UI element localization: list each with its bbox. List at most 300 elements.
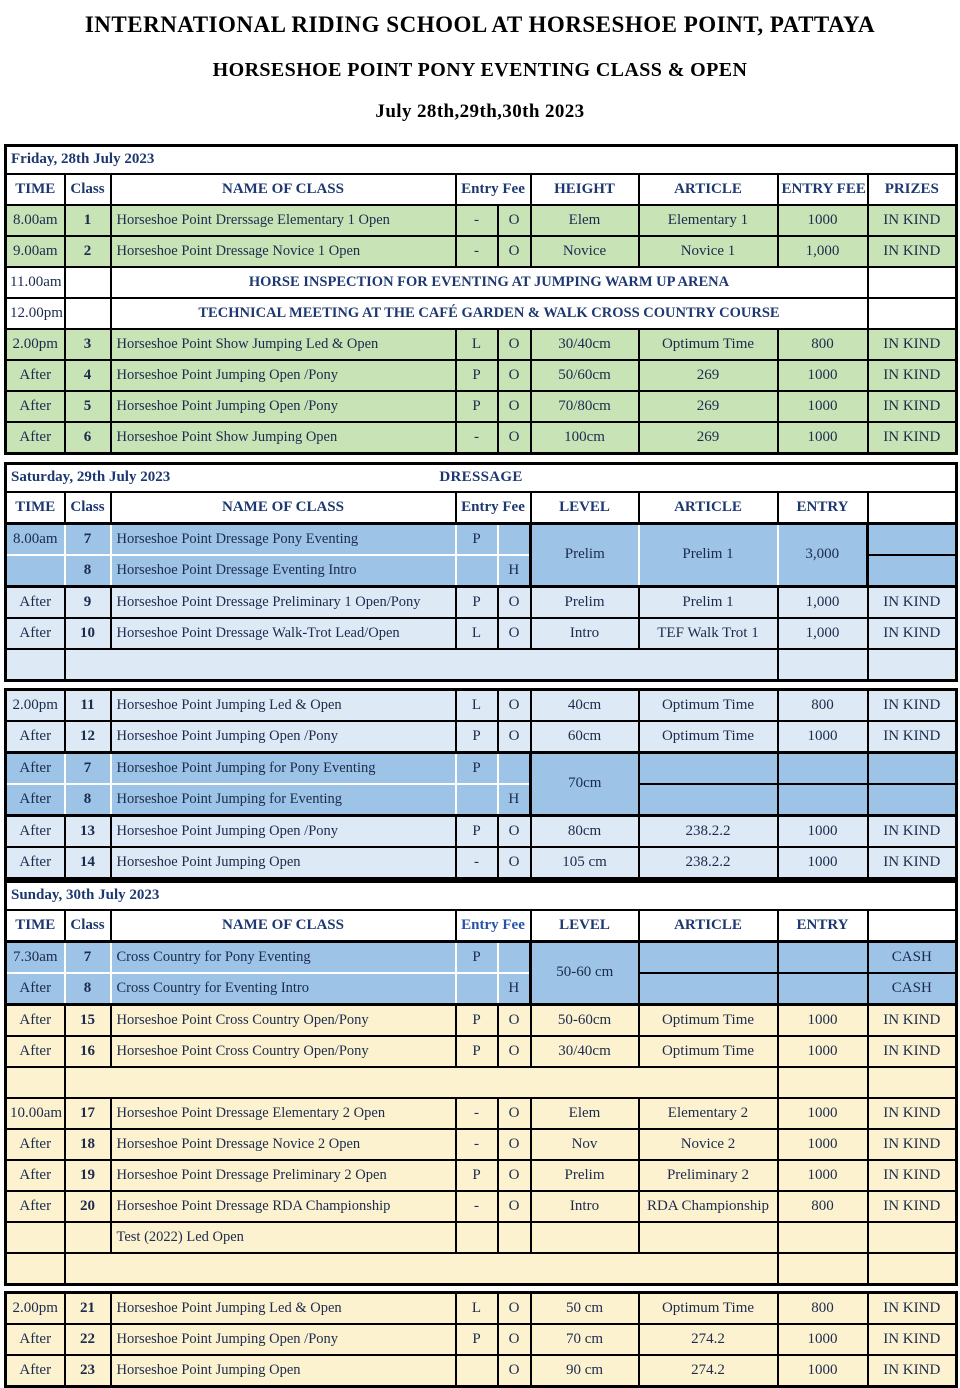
- entry-fee-cell: [778, 1222, 868, 1253]
- entry-fee-letter-cell: [456, 555, 498, 587]
- prizes-cell: [868, 524, 957, 556]
- prizes-cell: IN KIND: [868, 1293, 957, 1325]
- document-header: [0, 0, 960, 123]
- height-level-cell: Prelim: [531, 587, 639, 619]
- entry-fee-cell: 1000: [778, 205, 868, 236]
- name-of-class-cell: Horseshoe Point Dressage Novice 1 Open: [111, 236, 456, 267]
- entry-fee-open-cell: O: [498, 1324, 531, 1355]
- entry-fee-letter-cell: -: [456, 422, 498, 454]
- time-cell: After: [6, 618, 65, 649]
- article-cell: RDA Championship: [639, 1191, 778, 1222]
- prizes-cell: IN KIND: [868, 422, 957, 454]
- column-header-class: Class: [65, 910, 111, 942]
- name-of-class-cell: Horseshoe Point Drerssage Elementary 1 Open: [111, 205, 456, 236]
- name-of-class-cell: Horseshoe Point Jumping Open /Pony: [111, 816, 456, 848]
- class-cell: 3: [65, 329, 111, 360]
- class-cell: 23: [65, 1355, 111, 1387]
- entry-fee-cell: 1000: [778, 847, 868, 879]
- article-cell: Optimum Time: [639, 721, 778, 753]
- entry-fee-cell: [778, 753, 868, 785]
- column-header-article: ARTICLE: [639, 174, 778, 205]
- entry-fee-letter-cell: L: [456, 329, 498, 360]
- name-of-class-cell: Horseshoe Point Cross Country Open/Pony: [111, 1005, 456, 1037]
- time-cell: After: [6, 1324, 65, 1355]
- height-level-cell: 70/80cm: [531, 391, 639, 422]
- class-cell: [65, 1067, 778, 1098]
- class-cell: 4: [65, 360, 111, 391]
- time-cell: After: [6, 753, 65, 785]
- entry-fee-letter-cell: P: [456, 816, 498, 848]
- entry-fee-open-cell: O: [498, 1098, 531, 1129]
- time-cell: After: [6, 847, 65, 879]
- column-header-time: TIME: [6, 174, 65, 205]
- prizes-cell: [868, 784, 957, 816]
- name-of-class-cell: Horseshoe Point Dressage Elementary 2 Open: [111, 1098, 456, 1129]
- height-level-cell: 40cm: [531, 690, 639, 722]
- time-cell: After: [6, 816, 65, 848]
- article-cell: Prelim 1: [639, 524, 778, 587]
- prizes-cell: IN KIND: [868, 1129, 957, 1160]
- column-header-name-of-class: NAME OF CLASS: [111, 492, 456, 524]
- column-header-entry-fee-letter: Entry Fee: [456, 174, 531, 205]
- column-header-entry-fee: ENTRY FEE: [778, 174, 868, 205]
- entry-fee-letter-cell: P: [456, 721, 498, 753]
- name-of-class-cell: Horseshoe Point Dressage Preliminary 2 Open: [111, 1160, 456, 1191]
- time-cell: After: [6, 721, 65, 753]
- entry-fee-cell: 1000: [778, 1005, 868, 1037]
- entry-fee-cell: 1000: [778, 422, 868, 454]
- entry-fee-open-cell: O: [498, 816, 531, 848]
- column-header-height-level: LEVEL: [531, 492, 639, 524]
- height-level-cell: 50-60 cm: [531, 942, 639, 1005]
- table-friday: [4, 144, 958, 455]
- class-cell: 1: [65, 205, 111, 236]
- entry-fee-open-cell: O: [498, 1160, 531, 1191]
- entry-fee-letter-cell: P: [456, 753, 498, 785]
- prizes-cell: [868, 1222, 957, 1253]
- entry-fee-open-cell: O: [498, 205, 531, 236]
- column-header-name-of-class: NAME OF CLASS: [111, 910, 456, 942]
- article-cell: 269: [639, 391, 778, 422]
- column-header-article: ARTICLE: [639, 910, 778, 942]
- name-of-class-cell: Horseshoe Point Jumping Led & Open: [111, 690, 456, 722]
- section-header: [6, 464, 957, 493]
- class-cell: 7: [65, 942, 111, 974]
- entry-fee-cell: 3,000: [778, 524, 868, 587]
- entry-fee-cell: 1,000: [778, 618, 868, 649]
- entry-fee-open-cell: [498, 524, 531, 556]
- name-of-class-cell: Horseshoe Point Dressage Pony Eventing: [111, 524, 456, 556]
- entry-fee-letter-cell: L: [456, 618, 498, 649]
- name-of-class-cell: Horseshoe Point Jumping Open: [111, 847, 456, 879]
- time-cell: [6, 1222, 65, 1253]
- time-cell: 9.00am: [6, 236, 65, 267]
- name-of-class-cell: Horseshoe Point Cross Country Open/Pony: [111, 1036, 456, 1067]
- time-cell: After: [6, 422, 65, 454]
- class-cell: 13: [65, 816, 111, 848]
- height-level-cell: [531, 1222, 639, 1253]
- height-level-cell: Nov: [531, 1129, 639, 1160]
- main-title: INTERNATIONAL RIDING SCHOOL AT HORSESHOE POINT, PATTAYA: [84, 12, 876, 37]
- entry-fee-cell: 1000: [778, 1036, 868, 1067]
- entry-fee-letter-cell: -: [456, 1129, 498, 1160]
- class-cell: 7: [65, 753, 111, 785]
- entry-fee-cell: 1000: [778, 360, 868, 391]
- entry-fee-cell: [778, 784, 868, 816]
- height-level-cell: 50/60cm: [531, 360, 639, 391]
- prizes-cell: IN KIND: [868, 205, 957, 236]
- entry-fee-letter-cell: [456, 1355, 498, 1387]
- article-cell: [639, 753, 778, 785]
- article-cell: 274.2: [639, 1324, 778, 1355]
- entry-fee-letter-cell: P: [456, 1160, 498, 1191]
- entry-fee-letter-cell: P: [456, 942, 498, 974]
- name-of-class-cell: Horseshoe Point Jumping Open /Pony: [111, 721, 456, 753]
- time-cell: After: [6, 1160, 65, 1191]
- time-cell: [6, 555, 65, 587]
- class-cell: 8: [65, 973, 111, 1005]
- entry-fee-open-cell: O: [498, 391, 531, 422]
- article-cell: Optimum Time: [639, 329, 778, 360]
- entry-fee-cell: 800: [778, 329, 868, 360]
- height-level-cell: 30/40cm: [531, 1036, 639, 1067]
- name-of-class-cell: Cross Country for Pony Eventing: [111, 942, 456, 974]
- entry-fee-cell: 1000: [778, 816, 868, 848]
- name-of-class-cell: Horseshoe Point Dressage RDA Championship: [111, 1191, 456, 1222]
- article-cell: Elementary 2: [639, 1098, 778, 1129]
- article-cell: [639, 942, 778, 974]
- entry-fee-cell: 1000: [778, 1098, 868, 1129]
- article-cell: 269: [639, 360, 778, 391]
- name-of-class-cell: Test (2022) Led Open: [111, 1222, 456, 1253]
- entry-fee-open-cell: O: [498, 1191, 531, 1222]
- prizes-cell: IN KIND: [868, 1160, 957, 1191]
- name-of-class-cell: Horseshoe Point Dressage Preliminary 1 Open/Pony: [111, 587, 456, 619]
- prizes-cell: IN KIND: [868, 236, 957, 267]
- height-level-cell: 50 cm: [531, 1293, 639, 1325]
- height-level-cell: 70 cm: [531, 1324, 639, 1355]
- time-cell: 11.00am: [6, 267, 65, 298]
- article-cell: [639, 973, 778, 1005]
- column-header-entry-fee: ENTRY: [778, 910, 868, 942]
- entry-fee-open-cell: O: [498, 690, 531, 722]
- time-cell: After: [6, 973, 65, 1005]
- class-cell: [65, 267, 111, 298]
- height-level-cell: Intro: [531, 618, 639, 649]
- article-cell: Prelim 1: [639, 587, 778, 619]
- name-of-class-cell: TECHNICAL MEETING AT THE CAFÉ GARDEN & WALK CROSS COUNTRY COURSE: [111, 298, 868, 329]
- entry-fee-open-cell: H: [498, 555, 531, 587]
- prizes-cell: IN KIND: [868, 360, 957, 391]
- time-cell: After: [6, 1036, 65, 1067]
- column-header-article: ARTICLE: [639, 492, 778, 524]
- entry-fee-open-cell: H: [498, 973, 531, 1005]
- article-cell: Optimum Time: [639, 1005, 778, 1037]
- time-cell: 8.00am: [6, 524, 65, 556]
- class-cell: 11: [65, 690, 111, 722]
- prizes-cell: IN KIND: [868, 1355, 957, 1387]
- section-date-label: Sunday, 30th July 2023: [11, 887, 160, 904]
- article-cell: Optimum Time: [639, 1293, 778, 1325]
- time-cell: After: [6, 1355, 65, 1387]
- entry-fee-open-cell: [498, 942, 531, 974]
- height-level-cell: Intro: [531, 1191, 639, 1222]
- name-of-class-cell: Horseshoe Point Jumping Open: [111, 1355, 456, 1387]
- entry-fee-open-cell: O: [498, 1293, 531, 1325]
- article-cell: Preliminary 2: [639, 1160, 778, 1191]
- name-of-class-cell: Horseshoe Point Dressage Eventing Intro: [111, 555, 456, 587]
- article-cell: Optimum Time: [639, 690, 778, 722]
- article-cell: [639, 784, 778, 816]
- column-header-prizes: [868, 910, 957, 942]
- column-header-prizes: PRIZES: [868, 174, 957, 205]
- entry-fee-cell: 1,000: [778, 587, 868, 619]
- column-header-entry-fee-letter: Entry Fee: [456, 910, 531, 942]
- entry-fee-letter-cell: -: [456, 1191, 498, 1222]
- entry-fee-letter-cell: -: [456, 236, 498, 267]
- entry-fee-cell: [778, 1253, 868, 1285]
- prizes-cell: [868, 1067, 957, 1098]
- class-cell: 22: [65, 1324, 111, 1355]
- table-sunday-afternoon: [4, 1291, 958, 1388]
- entry-fee-cell: 1000: [778, 721, 868, 753]
- class-cell: 16: [65, 1036, 111, 1067]
- entry-fee-open-cell: O: [498, 1129, 531, 1160]
- entry-fee-cell: 800: [778, 690, 868, 722]
- class-cell: [65, 649, 778, 681]
- entry-fee-cell: 1,000: [778, 236, 868, 267]
- time-cell: 2.00pm: [6, 329, 65, 360]
- prizes-cell: IN KIND: [868, 1098, 957, 1129]
- name-of-class-cell: Horseshoe Point Show Jumping Open: [111, 422, 456, 454]
- time-cell: [6, 649, 65, 681]
- article-cell: [639, 1222, 778, 1253]
- article-cell: Optimum Time: [639, 1036, 778, 1067]
- article-cell: Elementary 1: [639, 205, 778, 236]
- column-header-entry-fee-letter: Entry Fee: [456, 492, 531, 524]
- height-level-cell: 80cm: [531, 816, 639, 848]
- article-cell: Novice 2: [639, 1129, 778, 1160]
- name-of-class-cell: Horseshoe Point Jumping for Eventing: [111, 784, 456, 816]
- time-cell: [6, 1067, 65, 1098]
- entry-fee-open-cell: O: [498, 1355, 531, 1387]
- time-cell: 10.00am: [6, 1098, 65, 1129]
- column-header-height-level: LEVEL: [531, 910, 639, 942]
- article-cell: 238.2.2: [639, 816, 778, 848]
- class-cell: 5: [65, 391, 111, 422]
- name-of-class-cell: Horseshoe Point Dressage Walk-Trot Lead/Open: [111, 618, 456, 649]
- class-cell: 20: [65, 1191, 111, 1222]
- entry-fee-cell: 800: [778, 1191, 868, 1222]
- prizes-cell: [868, 298, 957, 329]
- prizes-cell: IN KIND: [868, 329, 957, 360]
- entry-fee-cell: 800: [778, 1293, 868, 1325]
- prizes-cell: IN KIND: [868, 618, 957, 649]
- entry-fee-letter-cell: P: [456, 391, 498, 422]
- prizes-cell: IN KIND: [868, 847, 957, 879]
- height-level-cell: 105 cm: [531, 847, 639, 879]
- height-level-cell: 30/40cm: [531, 329, 639, 360]
- entry-fee-open-cell: O: [498, 1036, 531, 1067]
- name-of-class-cell: Horseshoe Point Jumping Open /Pony: [111, 360, 456, 391]
- class-cell: 15: [65, 1005, 111, 1037]
- column-header-name-of-class: NAME OF CLASS: [111, 174, 456, 205]
- class-cell: 12: [65, 721, 111, 753]
- class-cell: [65, 298, 111, 329]
- entry-fee-open-cell: O: [498, 847, 531, 879]
- name-of-class-cell: Horseshoe Point Jumping Open /Pony: [111, 391, 456, 422]
- entry-fee-cell: 1000: [778, 1160, 868, 1191]
- entry-fee-open-cell: O: [498, 618, 531, 649]
- section-subtitle: DRESSAGE: [439, 469, 523, 486]
- name-of-class-cell: Horseshoe Point Show Jumping Led & Open: [111, 329, 456, 360]
- entry-fee-letter-cell: -: [456, 1098, 498, 1129]
- prizes-cell: [868, 555, 957, 587]
- prizes-cell: IN KIND: [868, 721, 957, 753]
- entry-fee-letter-cell: P: [456, 1324, 498, 1355]
- prizes-cell: IN KIND: [868, 587, 957, 619]
- name-of-class-cell: Horseshoe Point Jumping for Pony Eventing: [111, 753, 456, 785]
- time-cell: 2.00pm: [6, 1293, 65, 1325]
- class-cell: 18: [65, 1129, 111, 1160]
- column-header-class: Class: [65, 174, 111, 205]
- entry-fee-open-cell: O: [498, 1005, 531, 1037]
- entry-fee-letter-cell: -: [456, 205, 498, 236]
- prizes-cell: IN KIND: [868, 1191, 957, 1222]
- entry-fee-open-cell: O: [498, 422, 531, 454]
- article-cell: 274.2: [639, 1355, 778, 1387]
- entry-fee-letter-cell: P: [456, 524, 498, 556]
- column-header-time: TIME: [6, 910, 65, 942]
- prizes-cell: IN KIND: [868, 1036, 957, 1067]
- entry-fee-letter-cell: L: [456, 1293, 498, 1325]
- prizes-cell: CASH: [868, 942, 957, 974]
- name-of-class-cell: Horseshoe Point Jumping Led & Open: [111, 1293, 456, 1325]
- entry-fee-cell: [778, 649, 868, 681]
- prizes-cell: IN KIND: [868, 1324, 957, 1355]
- prizes-cell: IN KIND: [868, 1005, 957, 1037]
- height-level-cell: Prelim: [531, 524, 639, 587]
- schedule-tables: [0, 144, 960, 1388]
- entry-fee-letter-cell: [456, 784, 498, 816]
- entry-fee-cell: 1000: [778, 1324, 868, 1355]
- entry-fee-cell: 1000: [778, 1129, 868, 1160]
- class-cell: 10: [65, 618, 111, 649]
- prizes-cell: [868, 649, 957, 681]
- name-of-class-cell: Horseshoe Point Dressage Novice 2 Open: [111, 1129, 456, 1160]
- article-cell: 269: [639, 422, 778, 454]
- height-level-cell: 50-60cm: [531, 1005, 639, 1037]
- prizes-cell: IN KIND: [868, 816, 957, 848]
- class-cell: 8: [65, 555, 111, 587]
- entry-fee-open-cell: O: [498, 329, 531, 360]
- class-cell: 9: [65, 587, 111, 619]
- entry-fee-open-cell: [498, 753, 531, 785]
- prizes-cell: IN KIND: [868, 391, 957, 422]
- entry-fee-letter-cell: [456, 1222, 498, 1253]
- class-cell: [65, 1222, 111, 1253]
- entry-fee-letter-cell: L: [456, 690, 498, 722]
- prizes-cell: [868, 1253, 957, 1285]
- article-cell: 238.2.2: [639, 847, 778, 879]
- class-cell: 7: [65, 524, 111, 556]
- name-of-class-cell: HORSE INSPECTION FOR EVENTING AT JUMPING WARM UP ARENA: [111, 267, 868, 298]
- article-cell: Novice 1: [639, 236, 778, 267]
- table-sunday: [4, 880, 958, 1286]
- prizes-cell: [868, 267, 957, 298]
- entry-fee-cell: 1000: [778, 391, 868, 422]
- height-level-cell: 90 cm: [531, 1355, 639, 1387]
- class-cell: 2: [65, 236, 111, 267]
- entry-fee-open-cell: O: [498, 360, 531, 391]
- class-cell: 17: [65, 1098, 111, 1129]
- class-cell: 6: [65, 422, 111, 454]
- prizes-cell: IN KIND: [868, 690, 957, 722]
- time-cell: After: [6, 360, 65, 391]
- name-of-class-cell: Cross Country for Eventing Intro: [111, 973, 456, 1005]
- column-header-prizes: [868, 492, 957, 524]
- entry-fee-cell: [778, 1067, 868, 1098]
- entry-fee-open-cell: O: [498, 721, 531, 753]
- height-level-cell: 70cm: [531, 753, 639, 816]
- class-cell: 19: [65, 1160, 111, 1191]
- height-level-cell: Elem: [531, 205, 639, 236]
- time-cell: After: [6, 784, 65, 816]
- time-cell: 7.30am: [6, 942, 65, 974]
- entry-fee-letter-cell: [456, 973, 498, 1005]
- class-cell: 21: [65, 1293, 111, 1325]
- column-header-time: TIME: [6, 492, 65, 524]
- entry-fee-open-cell: H: [498, 784, 531, 816]
- height-level-cell: Novice: [531, 236, 639, 267]
- time-cell: [6, 1253, 65, 1285]
- table-saturday-morning: [4, 462, 958, 682]
- prizes-cell: CASH: [868, 973, 957, 1005]
- entry-fee-cell: [778, 942, 868, 974]
- entry-fee-letter-cell: P: [456, 1036, 498, 1067]
- event-title: HORSESHOE POINT PONY EVENTING CLASS & OPEN: [212, 59, 748, 81]
- class-cell: 14: [65, 847, 111, 879]
- height-level-cell: Prelim: [531, 1160, 639, 1191]
- entry-fee-cell: 1000: [778, 1355, 868, 1387]
- time-cell: 12.00pm: [6, 298, 65, 329]
- section-header: [6, 882, 957, 911]
- height-level-cell: 100cm: [531, 422, 639, 454]
- entry-fee-letter-cell: -: [456, 847, 498, 879]
- section-header: [6, 146, 957, 175]
- time-cell: 2.00pm: [6, 690, 65, 722]
- time-cell: 8.00am: [6, 205, 65, 236]
- time-cell: After: [6, 1191, 65, 1222]
- entry-fee-letter-cell: P: [456, 587, 498, 619]
- time-cell: After: [6, 391, 65, 422]
- entry-fee-open-cell: [498, 1222, 531, 1253]
- time-cell: After: [6, 1005, 65, 1037]
- height-level-cell: Elem: [531, 1098, 639, 1129]
- height-level-cell: 60cm: [531, 721, 639, 753]
- entry-fee-letter-cell: P: [456, 1005, 498, 1037]
- class-cell: 8: [65, 784, 111, 816]
- entry-fee-open-cell: O: [498, 587, 531, 619]
- article-cell: TEF Walk Trot 1: [639, 618, 778, 649]
- column-header-entry-fee: ENTRY: [778, 492, 868, 524]
- prizes-cell: [868, 753, 957, 785]
- section-date-label: Friday, 28th July 2023: [11, 151, 155, 168]
- entry-fee-letter-cell: P: [456, 360, 498, 391]
- column-header-height-level: HEIGHT: [531, 174, 639, 205]
- event-dates: July 28th,29th,30th 2023: [375, 101, 585, 122]
- column-header-class: Class: [65, 492, 111, 524]
